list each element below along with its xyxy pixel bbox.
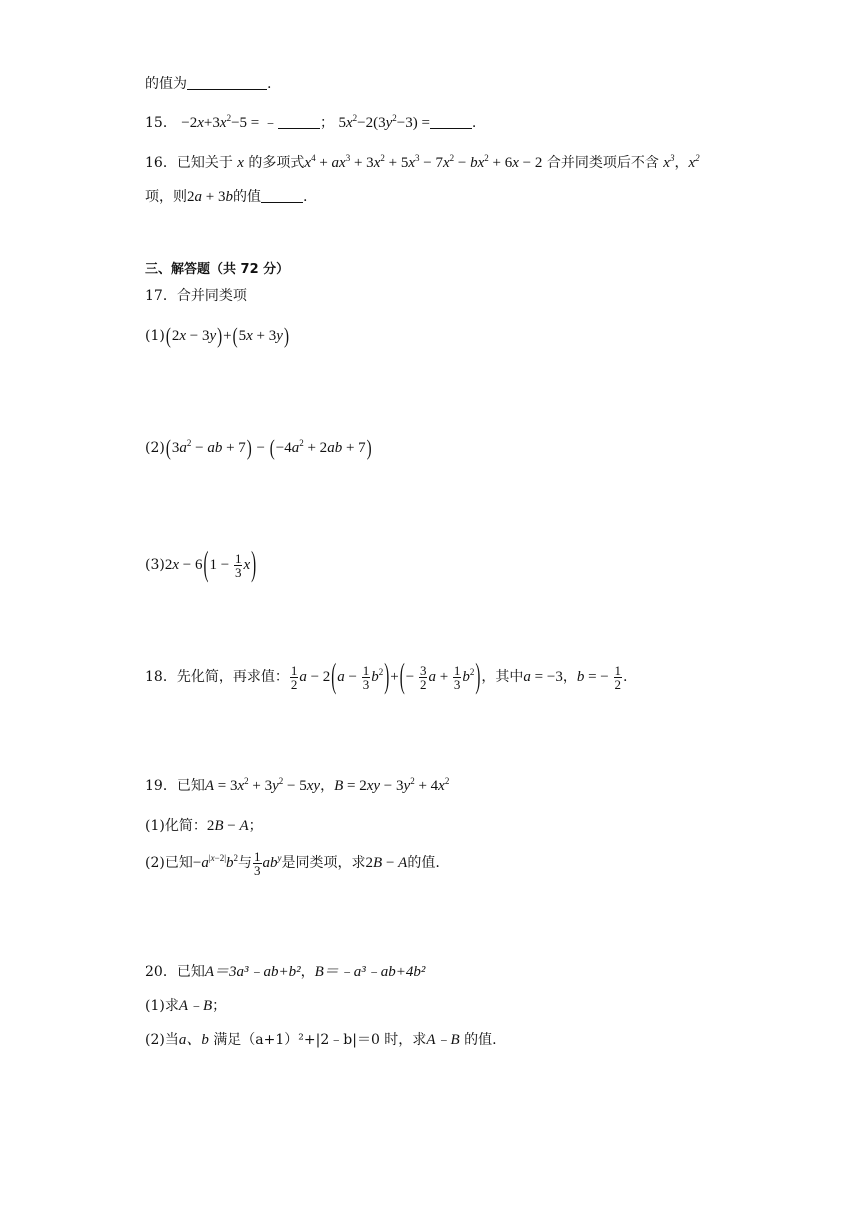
q15-expr1: $-2x+3x^2-5$ = ﹣ <box>181 113 278 131</box>
q15 <box>145 113 476 133</box>
q19-A: $A = 3x^2 + 3y^2 - 5xy$ <box>204 776 321 794</box>
q20-part2-mid: 满足（a+1）²+|2﹣b|＝0 时，求 <box>213 1032 427 1048</box>
q18-a-value: a = −3 <box>523 668 563 685</box>
q20-part2-expr: A﹣B <box>426 1032 460 1048</box>
q20-part2-vars: a、b <box>178 1032 209 1048</box>
q19-term2: $\frac{1}{3}$ $ab^y$ <box>254 849 282 878</box>
q15-period: . <box>471 115 477 131</box>
q17-text: 合并同类项 <box>176 288 247 304</box>
section-heading: 三、解答题（共 72 分） <box>145 262 290 277</box>
q20-part2-end: 的值. <box>464 1032 497 1048</box>
q20-text: 已知 <box>176 964 205 980</box>
q20-part1-expr: A﹣B <box>178 998 213 1014</box>
q19-text: 已知 <box>176 778 205 794</box>
q17-part1-label: (1) <box>145 328 165 344</box>
q17-part1 <box>145 326 290 347</box>
q20-B: B＝﹣a³﹣ab+4b² <box>314 964 426 980</box>
q16-comma: ， <box>674 155 689 171</box>
q15-expr2: $5x^2-2(3y^2-3)$ = <box>338 113 430 131</box>
q18-b-value: b = − $\frac{1}{2}$ <box>576 663 622 692</box>
q16-x3: $x^3$ <box>663 153 675 171</box>
q14-blank <box>187 75 267 90</box>
q18-period: . <box>623 668 628 685</box>
q20-part1-end: ； <box>212 998 227 1014</box>
q17-part2-expr: ($3a^2$ − ab + $7) - (-4a^2 + 2ab + 7)$ <box>165 436 372 461</box>
q16-text3: 合并同类项后不含 <box>546 155 659 171</box>
q14-tail <box>145 74 271 94</box>
q16-x2: $x^2$ <box>688 153 700 171</box>
q19-text2: 是同类项，求 <box>281 854 366 871</box>
q18-comma: ， <box>562 668 577 685</box>
q19-title <box>145 776 449 796</box>
q20-part1 <box>145 996 226 1016</box>
q17-part1-expr: (2x − 3y)+(5x + 3y) <box>165 324 289 349</box>
q18-expr: $\frac{1}{2}$ a − 2(a − $\frac{1}{3}$ $b^2)+(-$ $\frac{3}{2}$ a + $\frac{1}{3}$ $b^2$) <box>290 659 481 696</box>
q19-part1-expr: 2B − A <box>206 818 249 834</box>
q19-part2-expr: 2B − A <box>365 854 408 871</box>
q19-part2-label: (2)已知 <box>145 854 193 871</box>
q16-text6: 的值 <box>232 189 261 205</box>
q17-part3-label: (3) <box>145 556 165 573</box>
q17-part3 <box>145 547 257 584</box>
q16-number: 16． <box>145 155 177 171</box>
q18-text: 先化简，再求值： <box>176 668 289 685</box>
q16-blank <box>261 188 303 203</box>
q19-B: $B = 2xy - 3y^2 + 4x^2$ <box>334 776 450 794</box>
q19-part1 <box>145 816 263 836</box>
q19-and: 与 <box>238 854 253 871</box>
q19-part2 <box>145 850 440 877</box>
q20-part2-label: (2)当 <box>145 1032 179 1048</box>
q15-sep: ； <box>319 115 334 131</box>
q18 <box>145 659 628 696</box>
q14-period: . <box>267 76 272 92</box>
q19-comma: ， <box>320 778 335 794</box>
q20-part2 <box>145 1030 497 1050</box>
q16-expr: 2a + 3b <box>187 189 233 205</box>
q15-blank2 <box>430 114 472 129</box>
q20-number: 20． <box>145 964 177 980</box>
q18-where: ，其中 <box>481 668 524 685</box>
q14-text: 的值为 <box>145 76 187 92</box>
q16-period: . <box>302 189 308 205</box>
q17-part2 <box>145 438 373 459</box>
q17-part3-expr: 2x − 6(1 − $\frac{1}{3}$ x) <box>164 547 257 584</box>
q16-text5: 项，则 <box>145 189 187 205</box>
q17-title <box>145 286 247 306</box>
q15-blank1 <box>278 114 320 129</box>
q20-title: 20．已知A＝3a³﹣ab+b²，B＝﹣a³﹣ab+4b² <box>145 964 426 980</box>
q19-part1-label: (1)化简： <box>145 818 207 834</box>
q16-text2: 的多项式 <box>248 155 305 171</box>
q17-part2-label: (2) <box>145 440 165 456</box>
q19-part2-end: 的值. <box>407 854 440 871</box>
q16-line1 <box>145 153 700 173</box>
q19-term1: $-a^{|x-2|}b^2$ <box>192 852 239 871</box>
q20-part1-label: (1)求 <box>145 998 179 1014</box>
q16-line2 <box>145 187 307 207</box>
q18-number: 18． <box>145 668 177 685</box>
q20-A: A＝3a³﹣ab+b² <box>204 964 301 980</box>
q17-number: 17． <box>145 288 177 304</box>
q16-var-x: x <box>237 155 244 171</box>
q19-part1-end: ； <box>248 818 263 834</box>
q16-polynomial: $x^4 + ax^3 + 3x^2 + 5x^3 - 7x^2 - bx^2 + 6x - 2$ <box>304 153 543 171</box>
q16-text1: 已知关于 <box>176 155 233 171</box>
q19-number: 19． <box>145 778 177 794</box>
q15-number: 15． <box>145 115 177 131</box>
